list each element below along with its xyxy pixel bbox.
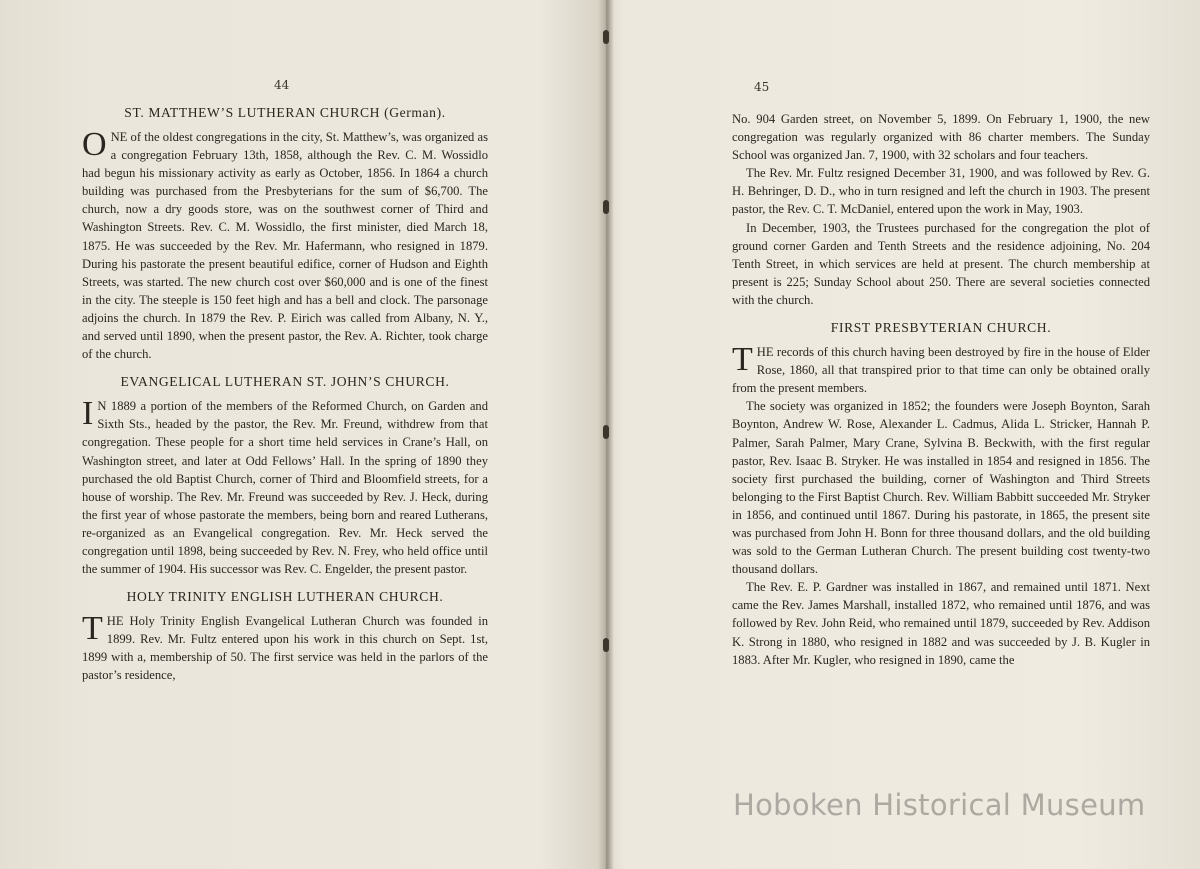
continued-paragraph: The Rev. Mr. Fultz resigned December 31, 1900, and was followed by Rev. G. H. Behringer, D. D., who in turn resigned and left the church in 1903. The present pastor, the Rev. C. T. McDaniel, entered upon the work in May, 1903.: [732, 166, 1150, 217]
drop-cap: T: [732, 341, 753, 379]
section-title: HOLY TRINITY ENGLISH LUTHERAN CHURCH.: [126, 589, 444, 605]
section-paragraph: The society was organized in 1852; the founders were Joseph Boynton, Sarah Boynton, Andrew W. Rose, Alexander L. Cadmus, Alida L. Stricker, Hannah P. Palmer, Sarah Palmer, Mary Crane, Sylvina B. Beckwith, with the first regular pastor, Rev. Isaac B. Stryker. He was installed in 1854 and resigned in 1856. The society first purchased the building, corner of Washington and Third Streets belonging to the First Baptist Church. Rev. William Babbitt succeeded Mr. Stryker in 1856, and continued until 1867. During his pastorate, in 1865, the present site was purchased from John H. Bonn for three thousand dollars, and the old building was sold to the German Lutheran Church. The present building cost twenty-two thousand dollars.: [732, 399, 1150, 577]
section-title: EVANGELICAL LUTHERAN ST. JOHN’S CHURCH.: [120, 374, 450, 390]
section-paragraph: THE records of this church having been destroyed by fire in the house of Elder Rose, 1860, all that transpired prior to that time can only be obtained orally from the present members.: [732, 341, 1150, 396]
right-page: [610, 0, 1200, 869]
right-text-column: [732, 110, 1150, 669]
section-paragraph: ONE of the oldest congregations in the city, St. Matthew’s, was organized as a congregation February 13th, 1858, although the Rev. C. M. Wossidlo had begun his missionary activity as early as October, 1856. In 1864 a church building was purchased from the Presbyterians for the sum of $6,700. The church, now a dry goods store, was on the southwest corner of Third and Washington Streets. Rev. C. M. Wossidlo, the first minister, died March 18, 1875. He was succeeded by the Rev. Mr. Hafermann, who resigned in 1879. During his pastorate the present beautiful edifice, corner of Hudson and Eighth Streets, was started. The new church cost over $60,000 and is one of the finest in the city. The steeple is 150 feet high and has a bell and clock. The parsonage adjoins the church. In 1879 the Rev. P. Eirich was called from Albany, N. Y., and served until 1890, when the present pastor, the Rev. A. Richter, took charge of the church.: [82, 126, 488, 362]
section-paragraph: The Rev. E. P. Gardner was installed in 1867, and remained until 1871. Next came the Rev. James Marshall, installed 1872, who remained until 1876, and was followed by Rev. John Reid, who remained until 1879, succeeded by Rev. Addison K. Strong in 1880, who resigned in 1882 and was succeeded by J. B. Kugler in 1883. After Mr. Kugler, who resigned in 1890, came the: [732, 580, 1150, 667]
continued-paragraph: No. 904 Garden street, on November 5, 1899. On February 1, 1900, the new congregation was regularly organized with 86 charter members. The Sunday School was organized Jan. 7, 1900, with 32 scholars and four teachers.: [732, 112, 1150, 163]
page-number: 45: [754, 80, 770, 94]
section-title: FIRST PRESBYTERIAN CHURCH.: [830, 320, 1052, 336]
section-paragraph: I N 1889 a portion of the members of the Reformed Church, on Garden and Sixth Sts., headed by the pastor, the Rev. Mr. Freund, withdrew from that congregation. These people for a short time held services in Crane’s Hall, on Washington street, and later at Odd Fellows’ Hall. In the spring of 1890 they purchased the old Baptist Church, corner of Third and Bloomfield streets, for a house of worship. The Rev. Mr. Freund was succeeded by Rev. J. Heck, during the first year of whose pastorate the members, being born and reared Lutherans, re-organized as an Evangelical congregation. Rev. Mr. Heck served the congregation until 1898, being succeeded by Rev. N. Frey, who held office until the summer of 1904. His successor was Rev. C. Engelder, the present pastor.: [82, 395, 488, 577]
section-title: ST. MATTHEW’S LUTHERAN CHURCH (German).: [124, 105, 446, 120]
drop-cap: T: [82, 610, 103, 648]
page-number: 44: [274, 78, 290, 92]
section-paragraph: THE Holy Trinity English Evangelical Lutheran Church was founded in 1899. Rev. Mr. Fultz entered upon his work in this church on Sept. 1st, 1899 with a, membership of 50. The first service was held in the parlors of the pastor’s residence,: [82, 610, 488, 683]
watermark: Hoboken Historical Museum: [733, 788, 1146, 822]
drop-cap: I: [82, 395, 94, 433]
binding-stitch: [603, 425, 609, 439]
continued-paragraph: In December, 1903, the Trustees purchased for the congregation the plot of ground corner Garden and Tenth Streets and the residence adjoining, No. 204 Tenth Street, in which services are held at present. The church membership at present is 225; Sunday School about 250. There are several societies connected with the church.: [732, 220, 1150, 307]
binding-stitch: [603, 30, 609, 44]
binding-stitch: [603, 200, 609, 214]
binding-stitch: [603, 638, 609, 652]
left-text-column: [82, 104, 488, 685]
drop-cap: O: [82, 126, 107, 163]
